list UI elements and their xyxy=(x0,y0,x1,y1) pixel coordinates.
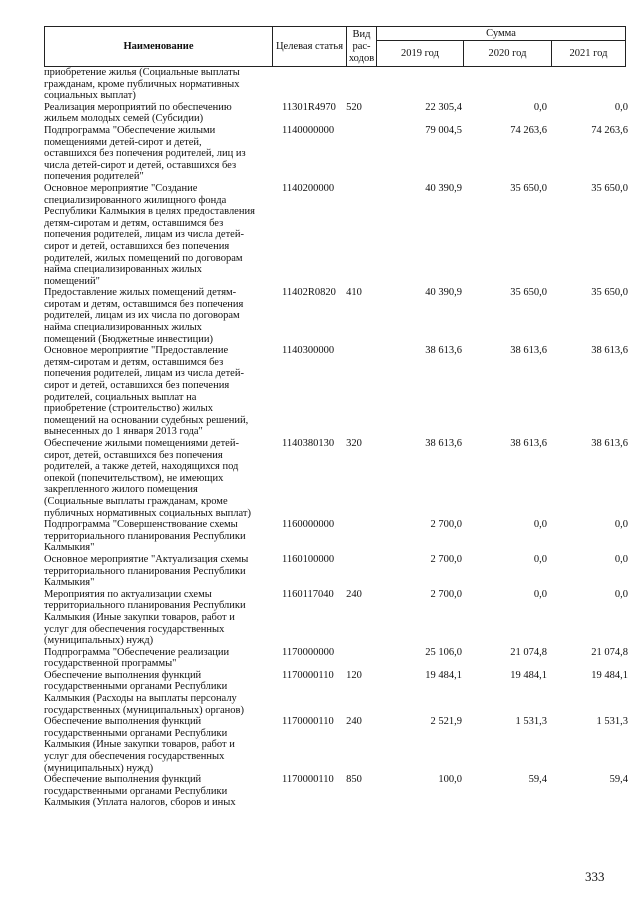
row-name: Подпрограмма "Совершенствование схемы территориального планирования Республики Калмыкия" xyxy=(44,519,246,554)
row-sum-2021: 59,4 xyxy=(609,774,628,786)
table-row xyxy=(44,125,628,183)
row-code xyxy=(256,67,331,102)
row-sum-2019: 40 390,9 xyxy=(425,287,462,299)
table-row xyxy=(44,102,628,125)
table-row xyxy=(44,67,628,102)
row-name: Обеспечение выполнения функций государственными органами Республики Калмыкия (Иные закупки товаров, работ и услуг для обеспечения государственных (муниципальных) нужд) xyxy=(44,716,235,774)
row-sum-2021: 38 613,6 xyxy=(591,345,628,357)
row-name: Обеспечение жилыми помещениями детей- сирот, детей, оставшихся без попечения родителей, а также детей, находящихся под опекой (попечительством), не имеющих закрепленного жилого помещения (Социальные выплаты гражданам, кроме публичных нормативных социальных выплат) xyxy=(44,438,251,519)
row-sum-2019: 38 613,6 xyxy=(425,345,462,357)
table-row xyxy=(44,554,628,589)
table-row xyxy=(44,519,628,554)
row-sum-2019: 40 390,9 xyxy=(425,182,462,194)
row-sum-2020: 35 650,0 xyxy=(510,182,547,194)
header-code: Целевая статья xyxy=(273,27,347,67)
row-sum-2020: 74 263,6 xyxy=(510,124,547,136)
row-sum-2019: 2 700,0 xyxy=(430,588,462,600)
row-sum-2021: 0,0 xyxy=(614,553,628,565)
row-sum-2021: 38 613,6 xyxy=(591,438,628,449)
row-vid: 410 xyxy=(346,287,362,299)
row-vid: 240 xyxy=(346,588,362,600)
row-sum-2020: 1 531,3 xyxy=(515,716,547,728)
row-vid xyxy=(331,519,369,554)
header-vid: Вид рас- ходов xyxy=(347,27,377,67)
table-row xyxy=(44,670,628,716)
row-sum-2019: 38 613,6 xyxy=(425,438,462,449)
row-vid xyxy=(331,183,369,287)
row-sum-2019: 2 521,9 xyxy=(430,716,462,728)
row-code: 1170000110 xyxy=(282,774,334,786)
table-body xyxy=(44,67,628,809)
row-vid: 120 xyxy=(346,669,362,681)
row-name: Обеспечение выполнения функций государственными органами Республики Калмыкия (Расходы на выплаты персоналу государственных (муниципальных) органов) xyxy=(44,669,244,716)
row-sum-2020: 21 074,8 xyxy=(510,646,547,658)
row-code: 1160100000 xyxy=(282,553,335,565)
row-sum-2021: 0,0 xyxy=(614,101,628,113)
row-sum-2021: 74 263,6 xyxy=(591,124,628,136)
row-vid: 320 xyxy=(346,438,362,449)
row-code: 1140200000 xyxy=(282,182,335,194)
row-sum-2020: 0,0 xyxy=(533,519,547,531)
row-code: 1160000000 xyxy=(282,519,335,531)
row-sum-2021: 1 531,3 xyxy=(596,716,628,728)
row-vid xyxy=(331,125,369,183)
row-sum-2021: 35 650,0 xyxy=(591,182,628,194)
row-vid xyxy=(331,554,369,589)
row-sum-2019 xyxy=(369,67,464,102)
row-name: Основное мероприятие "Предоставление детям-сиротам и детям, оставшимся без попечения родителей, лицам из числа детей- сирот и детей, оставшихся без попечения родителей, социальных выплат на приобретение (строительство) жилых помещений на основании судебных решений, вынесенных до 1 января 2013 года" xyxy=(44,345,249,438)
page-number: 333 xyxy=(585,869,605,884)
row-vid xyxy=(331,647,369,670)
table-row xyxy=(44,589,628,647)
row-sum-2020: 59,4 xyxy=(528,774,547,786)
header-year-2019: 2019 год xyxy=(377,41,464,67)
table-row xyxy=(44,438,628,519)
header-name: Наименование xyxy=(45,27,273,67)
row-code: 11301R4970 xyxy=(282,101,336,113)
row-sum-2019: 100,0 xyxy=(438,774,462,786)
row-code: 1160117040 xyxy=(282,588,334,600)
table-row xyxy=(44,183,628,287)
row-sum-2021: 21 074,8 xyxy=(591,646,628,658)
row-code: 1170000110 xyxy=(282,669,334,681)
row-name: Подпрограмма "Обеспечение реализации государственной программы" xyxy=(44,646,230,670)
row-sum-2019: 2 700,0 xyxy=(430,519,462,531)
row-sum-2019: 25 106,0 xyxy=(425,646,462,658)
row-sum-2020 xyxy=(464,67,551,102)
row-code: 1140300000 xyxy=(282,345,335,357)
row-sum-2019: 22 305,4 xyxy=(425,101,462,113)
row-name: Реализация мероприятий по обеспечению жильем молодых семей (Субсидии) xyxy=(44,101,232,125)
row-sum-2021: 0,0 xyxy=(614,588,628,600)
row-sum-2020: 38 613,6 xyxy=(510,438,547,449)
table-header xyxy=(44,26,626,67)
table-row xyxy=(44,716,628,774)
row-sum-2021 xyxy=(551,67,628,102)
row-name: Подпрограмма "Обеспечение жилыми помещениями детей-сирот и детей, оставшихся без попечения родителей, лиц из числа детей-сирот и детей, оставшихся без попечения родителей" xyxy=(44,124,246,183)
row-sum-2020: 0,0 xyxy=(533,553,547,565)
row-code: 1170000000 xyxy=(282,646,335,658)
table-row xyxy=(44,345,628,438)
row-name: Предоставление жилых помещений детям- сиротам и детям, оставшимся без попечения родителей, лицам из их числа по договорам найма специализированных жилых помещений (Бюджетные инвестиции) xyxy=(44,287,244,345)
row-code: 1170000110 xyxy=(282,716,334,728)
row-sum-2019: 79 004,5 xyxy=(425,124,462,136)
row-vid xyxy=(331,345,369,438)
row-sum-2021: 0,0 xyxy=(614,519,628,531)
header-year-2021: 2021 год xyxy=(552,41,626,67)
row-name: Мероприятия по актуализации схемы территориального планирования Республики Калмыкия (Иные закупки товаров, работ и услуг для обеспечения государственных (муниципальных) нужд) xyxy=(44,588,246,647)
row-sum-2020: 0,0 xyxy=(533,588,547,600)
row-name: Основное мероприятие "Актуализация схемы территориального планирования Республики Калмыкия" xyxy=(44,553,249,589)
row-code: 1140380130 xyxy=(282,438,335,449)
row-sum-2021: 19 484,1 xyxy=(591,669,628,681)
row-sum-2020: 19 484,1 xyxy=(510,669,547,681)
row-vid: 240 xyxy=(346,716,362,728)
row-vid: 520 xyxy=(346,101,362,113)
row-sum-2019: 2 700,0 xyxy=(430,553,462,565)
table-row xyxy=(44,287,628,345)
table-row xyxy=(44,774,628,809)
table-row xyxy=(44,647,628,670)
row-name: Обеспечение выполнения функций государственными органами Республики Калмыкия (Уплата налогов, сборов и иных xyxy=(44,774,236,809)
row-sum-2020: 38 613,6 xyxy=(510,345,547,357)
row-code: 1140000000 xyxy=(282,124,335,136)
row-name: Основное мероприятие "Создание специализированного жилищного фонда Республики Калмыкия в целях предоставления детям-сиротам и детям, оставшимся без попечения родителей, лицам из числа детей- сирот и детей, оставшихся без попечения родителей, жилых помещений по договорам найма специализированных жилых помещений" xyxy=(44,182,255,287)
row-vid xyxy=(331,67,369,102)
row-sum-2020: 35 650,0 xyxy=(510,287,547,299)
row-sum-2019: 19 484,1 xyxy=(425,669,462,681)
row-vid: 850 xyxy=(346,774,362,786)
header-year-2020: 2020 год xyxy=(464,41,552,67)
header-sum: Сумма xyxy=(377,27,626,41)
row-name: приобретение жилья (Социальные выплаты гражданам, кроме публичных нормативных социальных выплат) xyxy=(44,67,240,102)
row-code: 11402R0820 xyxy=(282,287,336,299)
row-sum-2020: 0,0 xyxy=(533,101,547,113)
row-sum-2021: 35 650,0 xyxy=(591,287,628,299)
